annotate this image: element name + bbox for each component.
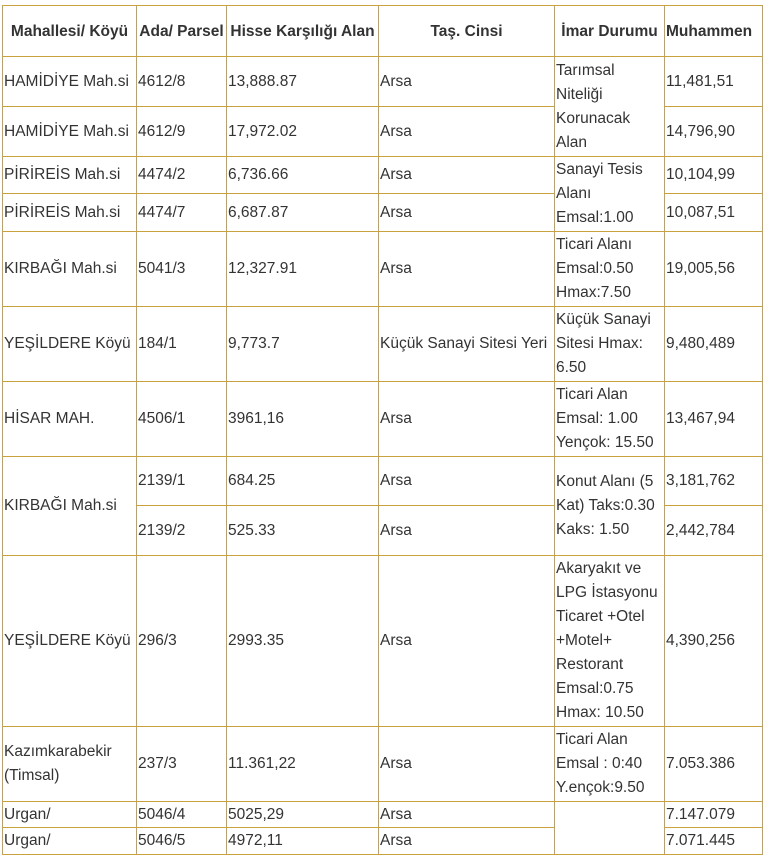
header-ada-parsel: Ada/ Parsel bbox=[137, 6, 227, 57]
table-row bbox=[3, 457, 763, 506]
cell-muhammen: 4,390,256 bbox=[665, 556, 763, 727]
cell-mahalle: PİRİREİS Mah.si bbox=[3, 194, 137, 232]
cell-ada-parsel: 5041/3 bbox=[137, 232, 227, 307]
cell-ada-parsel: 4474/2 bbox=[137, 157, 227, 194]
cell-muhammen: 9,480,489 bbox=[665, 307, 763, 382]
cell-ada-parsel: 237/3 bbox=[137, 727, 227, 802]
cell-ada-parsel: 296/3 bbox=[137, 556, 227, 727]
cell-muhammen: 2,442,784 bbox=[665, 506, 763, 556]
cell-alan: 2993.35 bbox=[227, 556, 379, 727]
cell-alan: 5025,29 bbox=[227, 802, 379, 828]
cell-tas-cinsi: Arsa bbox=[379, 802, 555, 828]
cell-muhammen: 10,104,99 bbox=[665, 157, 763, 194]
cell-ada-parsel: 4612/8 bbox=[137, 57, 227, 107]
cell-alan: 3961,16 bbox=[227, 382, 379, 457]
cell-tas-cinsi: Küçük Sanayi Sitesi Yeri bbox=[379, 307, 555, 382]
cell-muhammen: 3,181,762 bbox=[665, 457, 763, 506]
cell-tas-cinsi: Arsa bbox=[379, 506, 555, 556]
cell-alan: 11.361,22 bbox=[227, 727, 379, 802]
cell-mahalle: YEŞİLDERE Köyü bbox=[3, 307, 137, 382]
cell-muhammen: 14,796,90 bbox=[665, 107, 763, 157]
cell-tas-cinsi: Arsa bbox=[379, 828, 555, 855]
cell-ada-parsel: 4506/1 bbox=[137, 382, 227, 457]
cell-mahalle: PİRİREİS Mah.si bbox=[3, 157, 137, 194]
auction-table bbox=[2, 5, 763, 855]
cell-tas-cinsi: Arsa bbox=[379, 232, 555, 307]
cell-mahalle: HAMİDİYE Mah.si bbox=[3, 107, 137, 157]
cell-muhammen: 7.147.079 bbox=[665, 802, 763, 828]
cell-ada-parsel: 2139/1 bbox=[137, 457, 227, 506]
table-row bbox=[3, 307, 763, 382]
cell-mahalle: HİSAR MAH. bbox=[3, 382, 137, 457]
cell-ada-parsel: 4474/7 bbox=[137, 194, 227, 232]
header-imar: İmar Durumu bbox=[555, 6, 665, 57]
cell-alan: 12,327.91 bbox=[227, 232, 379, 307]
cell-ada-parsel: 5046/5 bbox=[137, 828, 227, 855]
cell-muhammen: 11,481,51 bbox=[665, 57, 763, 107]
cell-tas-cinsi: Arsa bbox=[379, 556, 555, 727]
cell-imar: Konut Alanı (5 Kat) Taks:0.30 Kaks: 1.50 bbox=[555, 457, 665, 556]
cell-tas-cinsi: Arsa bbox=[379, 57, 555, 107]
header-tas-cinsi: Taş. Cinsi bbox=[379, 6, 555, 57]
cell-alan: 4972,11 bbox=[227, 828, 379, 855]
cell-tas-cinsi: Arsa bbox=[379, 157, 555, 194]
cell-muhammen: 10,087,51 bbox=[665, 194, 763, 232]
cell-mahalle: YEŞİLDERE Köyü bbox=[3, 556, 137, 727]
cell-ada-parsel: 184/1 bbox=[137, 307, 227, 382]
cell-tas-cinsi: Arsa bbox=[379, 107, 555, 157]
cell-tas-cinsi: Arsa bbox=[379, 727, 555, 802]
table-row bbox=[3, 727, 763, 802]
cell-mahalle: Kazımkarabekir (Timsal) bbox=[3, 727, 137, 802]
cell-imar: Akaryakıt ve LPG İstasyonu Ticaret +Otel +Motel+ Restorant Emsal:0.75 Hmax: 10.50 bbox=[555, 556, 665, 727]
cell-muhammen: 13,467,94 bbox=[665, 382, 763, 457]
table-header-row bbox=[3, 6, 763, 57]
cell-alan: 6,687.87 bbox=[227, 194, 379, 232]
cell-tas-cinsi: Arsa bbox=[379, 382, 555, 457]
cell-imar: Tarımsal Niteliği Korunacak Alan bbox=[555, 57, 665, 157]
table-row bbox=[3, 232, 763, 307]
cell-muhammen: 7.053.386 bbox=[665, 727, 763, 802]
header-alan: Hisse Karşılığı Alan bbox=[227, 6, 379, 57]
cell-imar: Ticari Alan Emsal: 1.00 Yençok: 15.50 bbox=[555, 382, 665, 457]
cell-muhammen: 19,005,56 bbox=[665, 232, 763, 307]
cell-mahalle: HAMİDİYE Mah.si bbox=[3, 57, 137, 107]
cell-ada-parsel: 2139/2 bbox=[137, 506, 227, 556]
cell-mahalle: KIRBAĞI Mah.si bbox=[3, 232, 137, 307]
header-mahalle: Mahallesi/ Köyü bbox=[3, 6, 137, 57]
table-row bbox=[3, 556, 763, 727]
cell-imar: Ticari Alan Emsal : 0:40 Y.ençok:9.50 bbox=[555, 727, 665, 802]
cell-alan: 525.33 bbox=[227, 506, 379, 556]
table-row bbox=[3, 802, 763, 828]
cell-alan: 6,736.66 bbox=[227, 157, 379, 194]
cell-mahalle: Urgan/ bbox=[3, 828, 137, 855]
cell-imar bbox=[555, 802, 665, 855]
cell-alan: 684.25 bbox=[227, 457, 379, 506]
header-muhammen: Muhammen bbox=[665, 6, 763, 57]
cell-imar: Sanayi Tesis Alanı Emsal:1.00 bbox=[555, 157, 665, 232]
cell-muhammen: 7.071.445 bbox=[665, 828, 763, 855]
table-row bbox=[3, 382, 763, 457]
cell-ada-parsel: 5046/4 bbox=[137, 802, 227, 828]
cell-tas-cinsi: Arsa bbox=[379, 194, 555, 232]
cell-imar: Ticari Alanı Emsal:0.50 Hmax:7.50 bbox=[555, 232, 665, 307]
table-row bbox=[3, 157, 763, 194]
cell-tas-cinsi: Arsa bbox=[379, 457, 555, 506]
cell-mahalle: KIRBAĞI Mah.si bbox=[3, 457, 137, 556]
table-row bbox=[3, 57, 763, 107]
cell-alan: 9,773.7 bbox=[227, 307, 379, 382]
cell-alan: 17,972.02 bbox=[227, 107, 379, 157]
cell-imar: Küçük Sanayi Sitesi Hmax: 6.50 bbox=[555, 307, 665, 382]
cell-alan: 13,888.87 bbox=[227, 57, 379, 107]
cell-mahalle: Urgan/ bbox=[3, 802, 137, 828]
cell-ada-parsel: 4612/9 bbox=[137, 107, 227, 157]
